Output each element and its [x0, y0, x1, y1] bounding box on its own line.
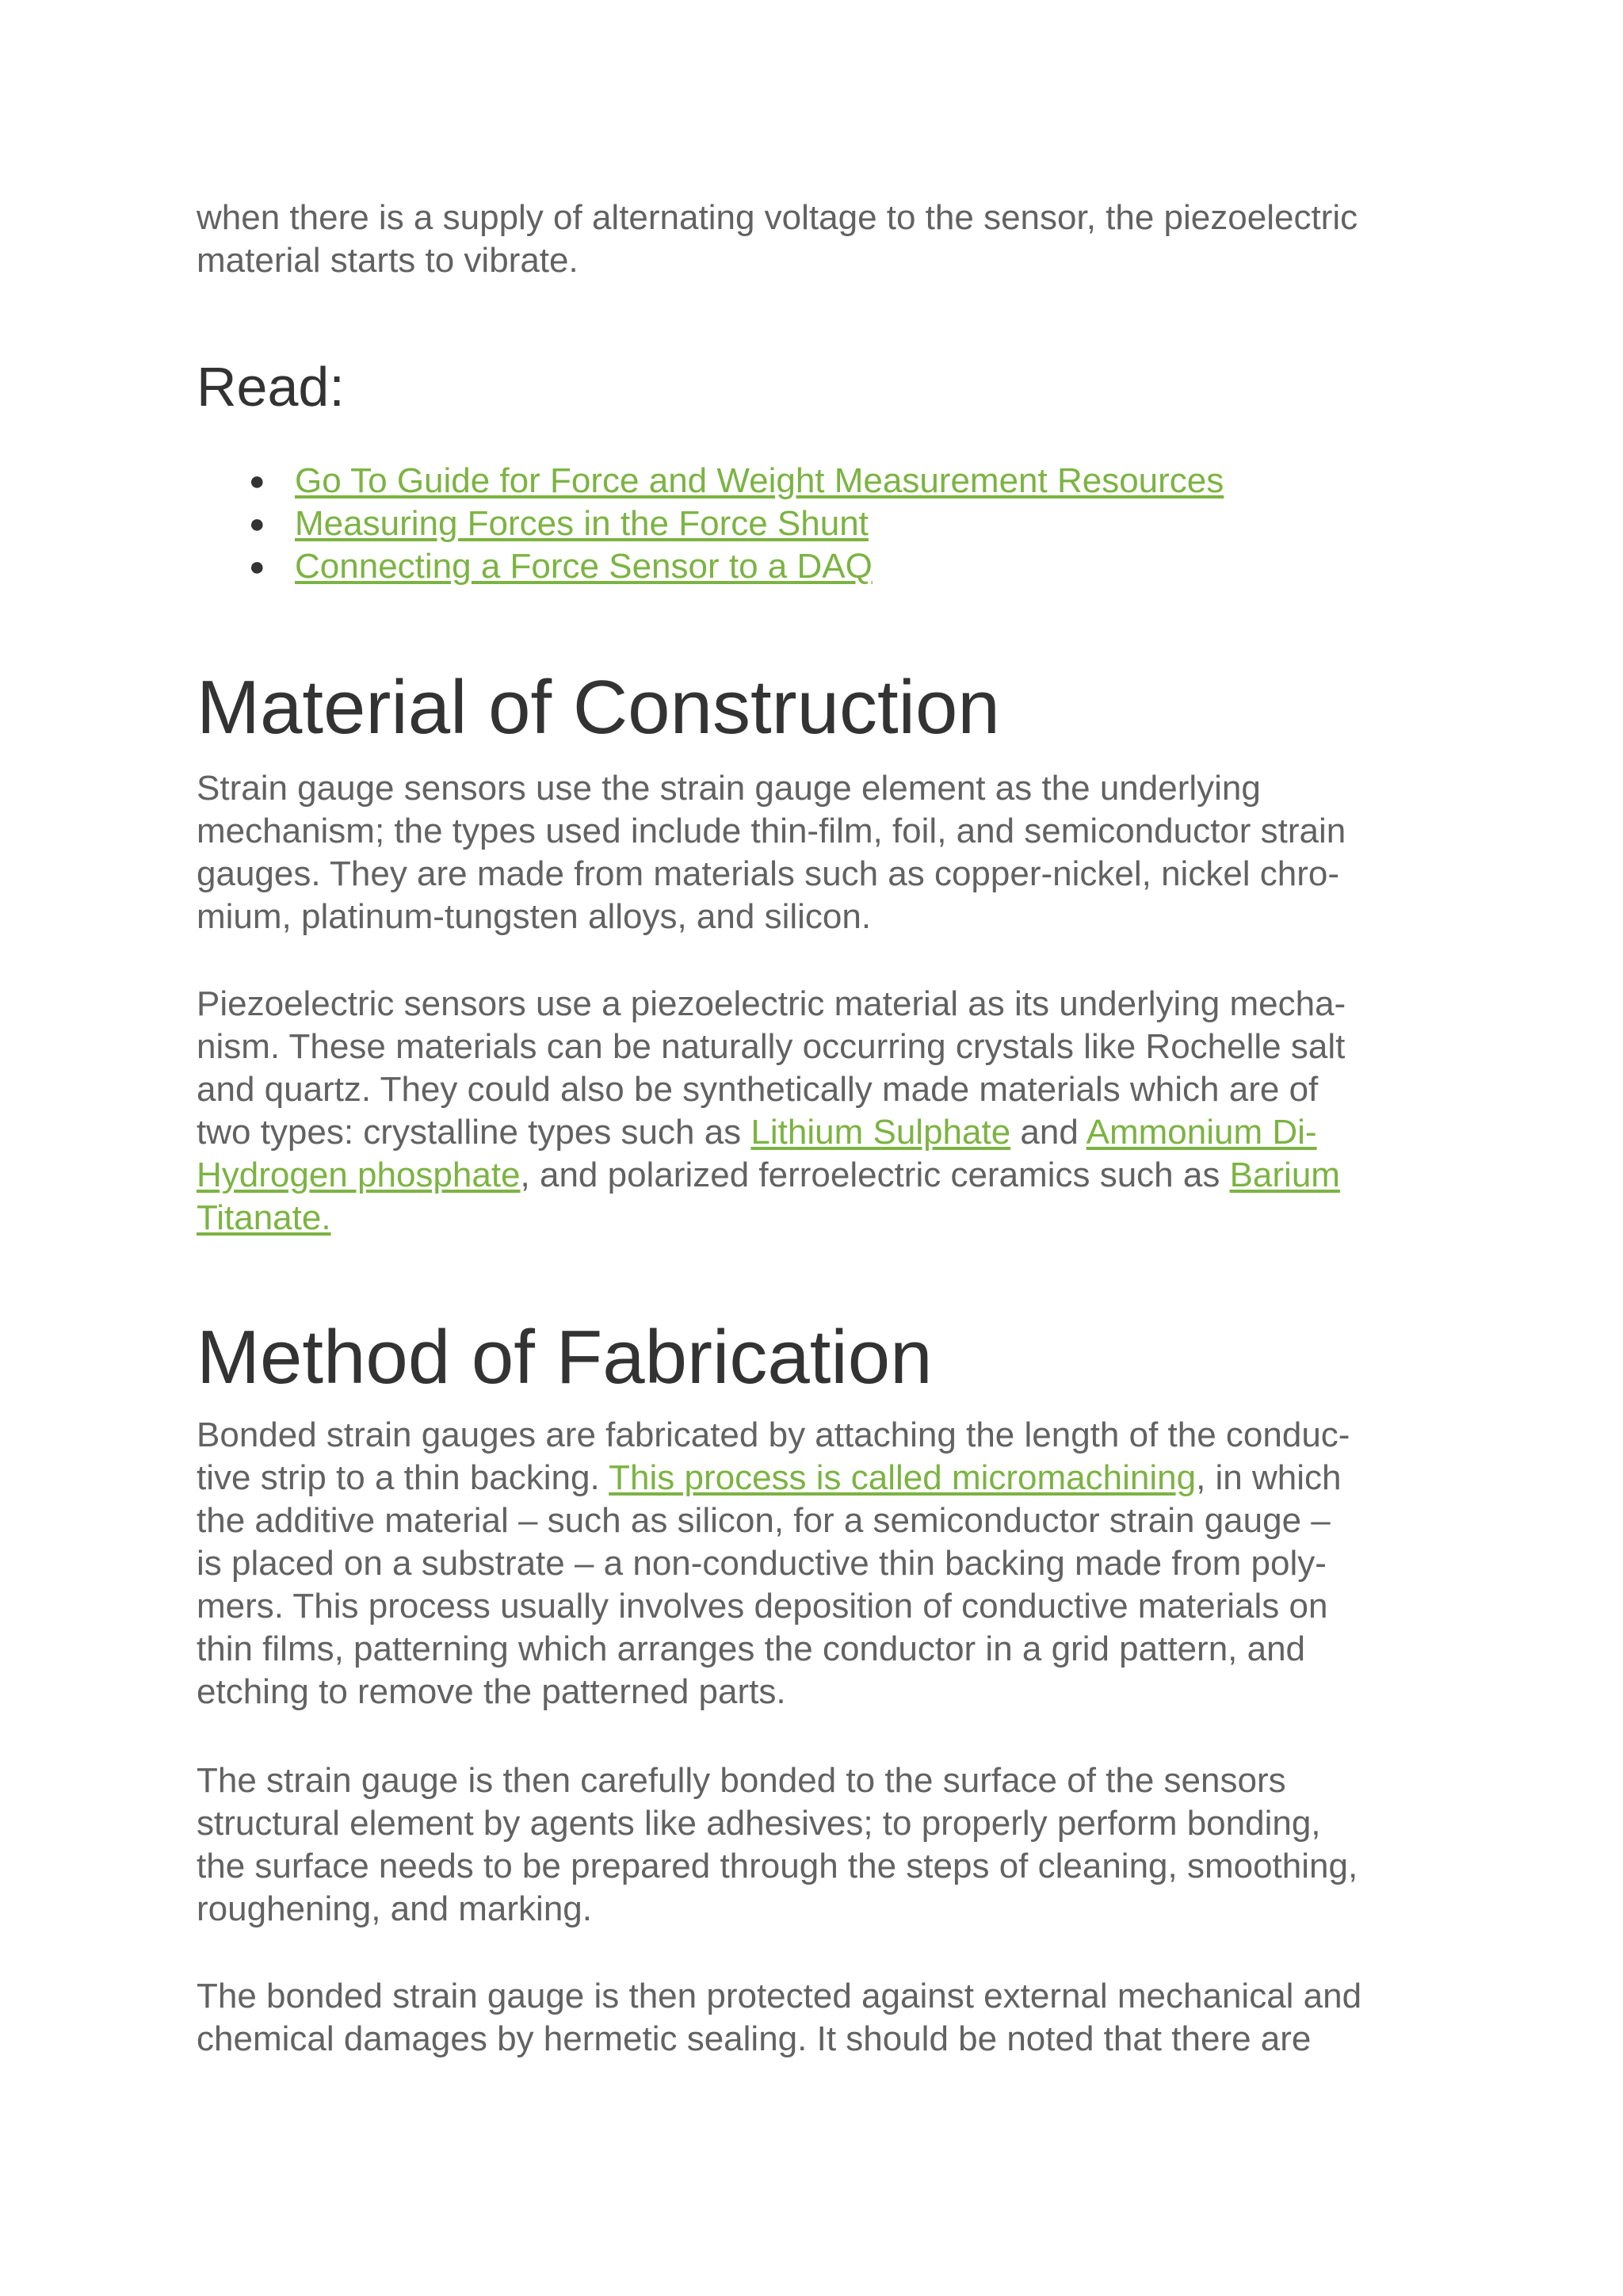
text-line: chemical damages by hermetic sealing. It should be noted that there are	[197, 2019, 1312, 2058]
list-item	[197, 460, 1224, 502]
method-paragraph-2	[197, 1759, 1358, 1931]
text-line: gauges. They are made from materials such as copper-nickel, nickel chro-	[197, 854, 1340, 893]
text-line: and quartz. They could also be synthetically made materials which are of	[197, 1070, 1319, 1109]
method-heading: Method of Fabrication	[197, 1315, 933, 1400]
text-line: structural element by agents like adhesives; to properly perform bonding,	[197, 1804, 1321, 1843]
text-line: Strain gauge sensors use the strain gauge element as the underlying	[197, 769, 1261, 808]
text-line: mechanism; the types used include thin-film, foil, and semiconductor strain	[197, 812, 1346, 850]
intro-line: when there is a supply of alternating voltage to the sensor, the piezoelectric	[197, 198, 1358, 237]
method-paragraph-1	[197, 1414, 1350, 1713]
text-line: Piezoelectric sensors use a piezoelectric material as its underlying mecha-	[197, 984, 1346, 1023]
method-paragraph-3	[197, 1975, 1361, 2061]
link-ammonium-phosphate[interactable]: Ammonium Di-	[1086, 1113, 1317, 1152]
read-heading: Read:	[197, 356, 345, 418]
bullet-icon: ●	[249, 509, 265, 539]
link-force-sensor-daq[interactable]: Connecting a Force Sensor to a DAQ	[295, 547, 873, 586]
link-lithium-sulphate[interactable]: Lithium Sulphate	[750, 1113, 1011, 1152]
intro-paragraph	[197, 197, 1358, 282]
text-line: the additive material – such as silicon, for a semiconductor strain gauge –	[197, 1501, 1331, 1540]
text-line: The strain gauge is then carefully bonded to the surface of the sensors	[197, 1761, 1286, 1800]
text-line: mium, platinum-tungsten alloys, and silicon.	[197, 897, 872, 936]
link-micromachining[interactable]: This process is called micromachining	[609, 1458, 1197, 1497]
text-line: Bonded strain gauges are fabricated by attaching the length of the conduc-	[197, 1415, 1350, 1454]
text-line: mers. This process usually involves deposition of conductive materials on	[197, 1587, 1328, 1626]
bullet-icon: ●	[249, 552, 265, 582]
text-line: is placed on a substrate – a non-conductive thin backing made from poly-	[197, 1544, 1327, 1583]
material-paragraph-1	[197, 767, 1346, 938]
text-line: etching to remove the patterned parts.	[197, 1672, 786, 1711]
text-line: nism. These materials can be naturally occurring crystals like Rochelle salt	[197, 1027, 1346, 1066]
text-fragment: tive strip to a thin backing.	[197, 1458, 609, 1497]
material-heading: Material of Construction	[197, 665, 1000, 750]
text-fragment: two types: crystalline types such as	[197, 1113, 751, 1152]
text-line: the surface needs to be prepared through the steps of cleaning, smoothing,	[197, 1847, 1358, 1885]
material-paragraph-2	[197, 983, 1346, 1240]
link-force-shunt[interactable]: Measuring Forces in the Force Shunt	[295, 504, 869, 543]
text-line: The bonded strain gauge is then protected against external mechanical and	[197, 1977, 1362, 2015]
link-ammonium-phosphate[interactable]: Hydrogen phosphate	[197, 1156, 521, 1194]
link-force-weight-guide[interactable]: Go To Guide for Force and Weight Measurement Resources	[295, 461, 1224, 500]
link-barium-titanate[interactable]: Titanate.	[197, 1198, 331, 1237]
intro-line: material starts to vibrate.	[197, 241, 579, 280]
text-line: roughening, and marking.	[197, 1889, 592, 1928]
read-links-list	[197, 460, 1224, 588]
text-fragment: and	[1010, 1113, 1086, 1152]
list-item	[197, 502, 1224, 545]
list-item	[197, 545, 1224, 588]
bullet-icon: ●	[249, 466, 265, 496]
text-fragment: , in which	[1196, 1458, 1342, 1497]
text-fragment: , and polarized ferroelectric ceramics such as	[520, 1156, 1230, 1194]
text-line: thin films, patterning which arranges the conductor in a grid pattern, and	[197, 1629, 1306, 1668]
link-barium-titanate[interactable]: Barium	[1229, 1156, 1340, 1194]
